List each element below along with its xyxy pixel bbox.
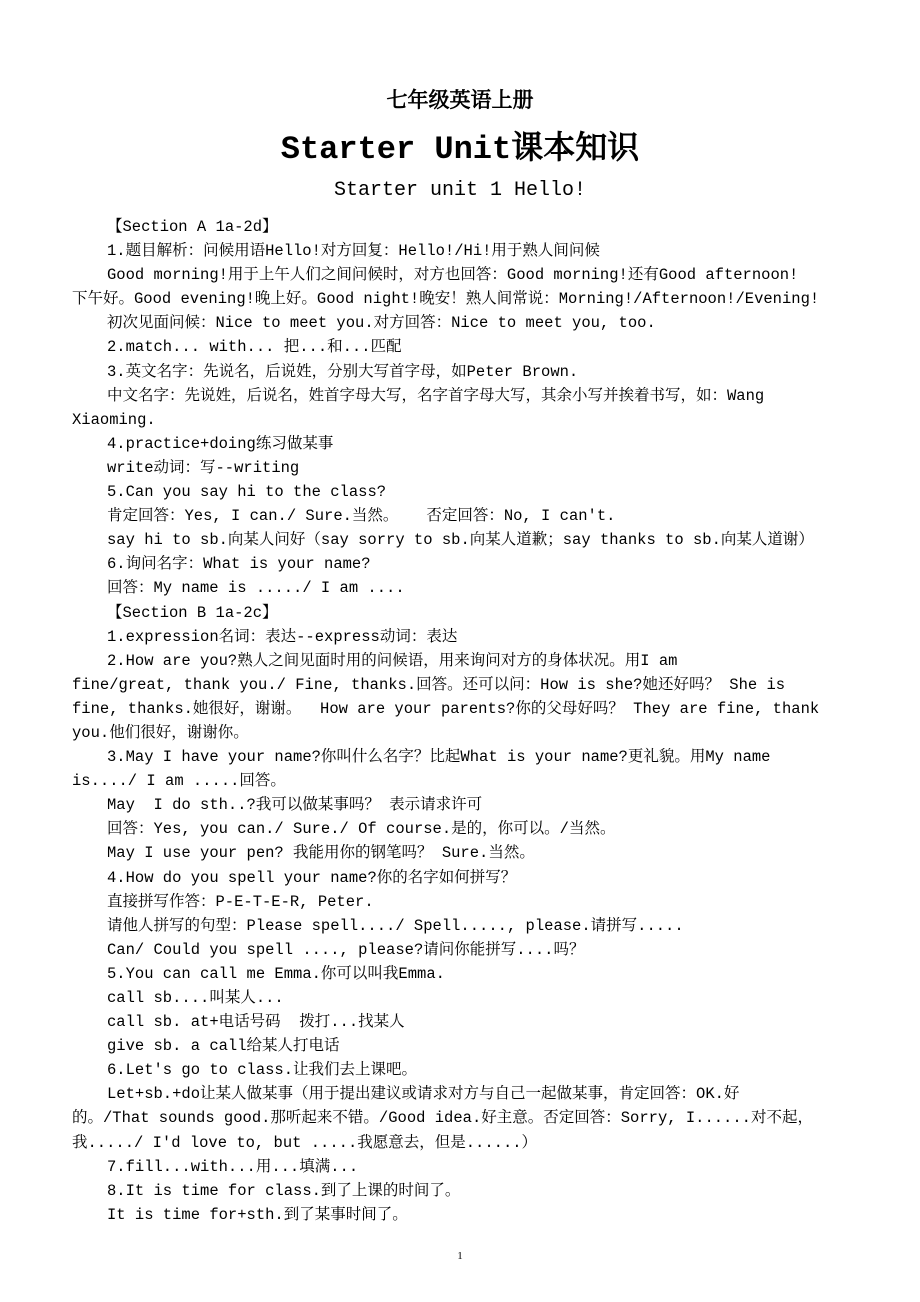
text-line: call sb. at+电话号码 拨打...找某人 [107, 1013, 405, 1032]
text-line: 【Section B 1a-2c】 [107, 603, 278, 622]
text-line: say hi to sb.向某人问好（say sorry to sb.向某人道歉；say thanks to sb.向某人道谢） [107, 531, 814, 550]
text-line: fine/great, thank you./ Fine, thanks.回答。还可以问：How is she?她还好吗？ She is [72, 675, 786, 694]
text-line: fine, thanks.她很好，谢谢。 How are your parents?你的父母好吗？ They are fine, thank [72, 699, 820, 718]
text-line: you.他们很好，谢谢你。 [72, 723, 249, 742]
text-line: 5.Can you say hi to the class? [107, 483, 387, 502]
text-line: 回答：My name is ...../ I am .... [107, 579, 405, 598]
text-line: 4.practice+doing练习做某事 [107, 434, 334, 453]
text-line: 2.match... with... 把...和...匹配 [107, 338, 402, 357]
text-line: 5.You can call me Emma.你可以叫我Emma. [107, 964, 445, 983]
text-line: 4.How do you spell your name?你的名字如何拼写？ [107, 868, 517, 887]
text-line: 请他人拼写的句型：Please spell..../ Spell....., please.请拼写..... [107, 916, 684, 935]
text-line: Can/ Could you spell ...., please?请问你能拼写....吗？ [107, 940, 585, 959]
text-line: 我...../ I'd love to, but .....我愿意去，但是......） [72, 1133, 538, 1152]
document-body [72, 215, 862, 1227]
text-line: 3.May I have your name?你叫什么名字？比起What is your name?更礼貌。用My name [107, 748, 771, 767]
text-line: 2.How are you?熟人之间见面时用的问候语，用来询问对方的身体状况。用I am [107, 651, 678, 670]
text-line: is..../ I am .....回答。 [72, 772, 286, 791]
text-line: 下午好。Good evening!晚上好。Good night!晚安！熟人间常说：Morning!/Afternoon!/Evening! [72, 290, 820, 309]
unit-heading: Starter unit 1 Hello! [333, 179, 587, 202]
text-line: 6.询问名字：What is your name? [107, 555, 371, 574]
text-line: 7.fill...with...用...填满... [107, 1157, 359, 1176]
text-line: 1.expression名词：表达--express动词：表达 [107, 627, 458, 646]
text-line: 【Section A 1a-2d】 [107, 218, 278, 236]
text-line: May I use your pen? 我能用你的钢笔吗？ Sure.当然。 [107, 844, 535, 863]
text-line: 回答：Yes, you can./ Sure./ Of course.是的，你可以。/当然。 [107, 820, 616, 839]
text-line: call sb....叫某人... [107, 989, 284, 1007]
text-line: 的。/That sounds good.那听起来不错。/Good idea.好主意。否定回答：Sorry, I......对不起， [72, 1109, 813, 1128]
text-line: write动词：写--writing [107, 458, 300, 477]
text-line: 6.Let's go to class.让我们去上课吧。 [107, 1061, 418, 1080]
text-line: 直接拼写作答：P-E-T-E-R, Peter. [107, 892, 374, 911]
text-line: 初次见面问候：Nice to meet you.对方回答：Nice to meet you, too. [107, 314, 656, 333]
text-line: Good morning!用于上午人们之间问候时，对方也回答：Good morning!还有Good afternoon! [107, 266, 799, 285]
text-line: give sb. a call给某人打电话 [107, 1037, 340, 1056]
text-line: 中文名字：先说姓，后说名，姓首字母大写，名字首字母大写，其余小写并挨着书写，如：Wang [107, 386, 765, 405]
text-line: 1.题目解析：问候用语Hello!对方回复：Hello!/Hi!用于熟人间问候 [107, 242, 600, 261]
text-line: It is time for+sth.到了某事时间了。 [107, 1205, 408, 1224]
text-line: May I do sth..?我可以做某事吗？ 表示请求许可 [107, 796, 483, 815]
page-number: 1 [457, 1250, 463, 1262]
document-main-title: Starter Unit课本知识 [280, 131, 640, 168]
document-grade-title: 七年级英语上册 [386, 88, 534, 112]
text-line: Xiaoming. [72, 410, 156, 429]
text-line: 肯定回答：Yes, I can./ Sure.当然。 否定回答：No, I can't. [107, 507, 616, 526]
text-line: 3.英文名字：先说名，后说姓，分别大写首字母，如Peter Brown. [107, 362, 579, 381]
text-line: Let+sb.+do让某人做某事（用于提出建议或请求对方与自己一起做某事，肯定回答：OK.好 [107, 1085, 740, 1104]
text-line: 8.It is time for class.到了上课的时间了。 [107, 1181, 461, 1200]
